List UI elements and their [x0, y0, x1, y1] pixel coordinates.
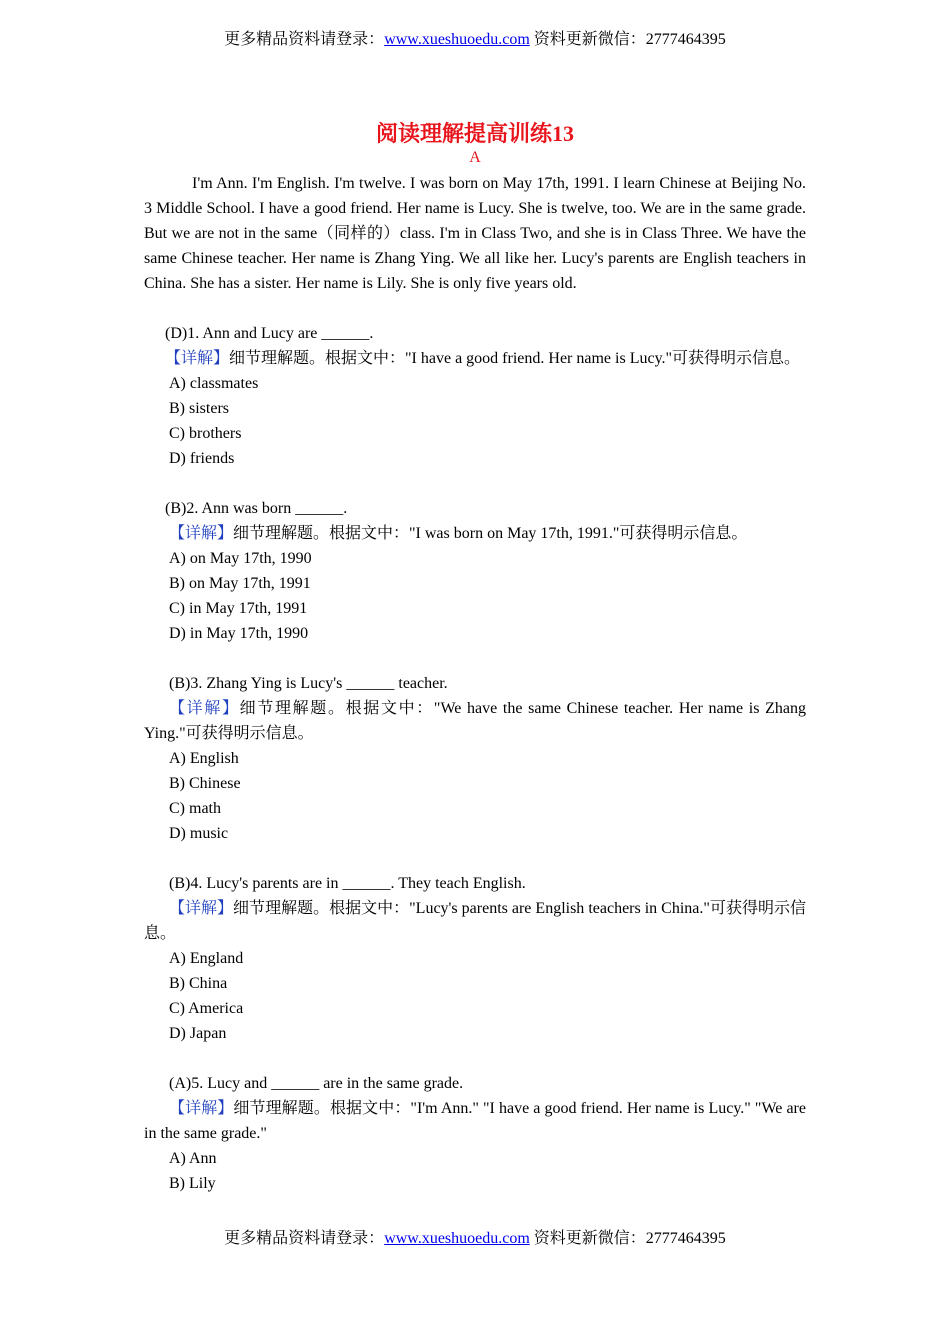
explanation: [144, 521, 806, 546]
page-title: 阅读理解提高训练13: [375, 121, 574, 146]
option: B) China: [169, 975, 228, 992]
option: C) math: [169, 800, 221, 817]
option: D) in May 17th, 1990: [169, 625, 309, 642]
detail-tag: 【详解】: [169, 700, 240, 717]
option: B) Chinese: [169, 775, 241, 792]
reading-passage: I'm Ann. I'm English. I'm twelve. I was born on May 17th, 1991. I learn Chinese at Beijing No. 3 Middle School. I have a good friend. Her name is Lucy. She is twelve, too. We are in the same grade. But we are not in the same（同样的）class. I'm in Class Two, and she is in Class Three. We have the same Chinese teacher. Her name is Zhang Ying. We all like her. Lucy's parents are English teachers in China. She has a sister. Her name is Lily. She is only five years old.: [144, 175, 806, 292]
detail-tag: 【详解】: [165, 350, 230, 367]
question-block: [144, 321, 806, 471]
document-body: [144, 120, 806, 1196]
header-prefix: 更多精品资料请登录：: [224, 31, 385, 48]
explanation: [144, 1096, 806, 1146]
footer-link[interactable]: www.xueshuoedu.com: [384, 1230, 530, 1247]
option: A) English: [169, 750, 239, 767]
option: C) America: [169, 1000, 244, 1017]
option: A) Ann: [169, 1150, 217, 1167]
header-link[interactable]: www.xueshuoedu.com: [384, 31, 530, 48]
explanation-text: 细节理解题。根据文中："We have the same Chinese teacher. Her name is Zhang Ying."可获得明示信息。: [144, 700, 806, 742]
page-footer: [0, 1229, 950, 1249]
footer-prefix: 更多精品资料请登录：: [224, 1230, 385, 1247]
explanation: [144, 696, 806, 746]
question-text: (A)5. Lucy and ______ are in the same grade.: [169, 1075, 464, 1092]
question-block: [144, 1071, 806, 1196]
explanation-text: 细节理解题。根据文中："I have a good friend. Her name is Lucy."可获得明示信息。: [229, 350, 801, 367]
option: A) on May 17th, 1990: [169, 550, 312, 567]
question-block: [144, 871, 806, 1046]
question-text: (B)3. Zhang Ying is Lucy's ______ teacher.: [169, 675, 448, 692]
detail-tag: 【详解】: [169, 525, 234, 542]
question-text: (B)4. Lucy's parents are in ______. They teach English.: [169, 875, 526, 892]
option: D) music: [169, 825, 229, 842]
option: C) in May 17th, 1991: [169, 600, 308, 617]
explanation: [165, 346, 806, 371]
question-text: (B)2. Ann was born ______.: [165, 500, 348, 517]
detail-tag: 【详解】: [169, 1100, 234, 1117]
option: C) brothers: [169, 425, 242, 442]
question-text: (D)1. Ann and Lucy are ______.: [165, 325, 374, 342]
explanation-text: 细节理解题。根据文中："I was born on May 17th, 1991."可获得明示信息。: [233, 525, 748, 542]
option: B) on May 17th, 1991: [169, 575, 311, 592]
explanation-text: 细节理解题。根据文中："Lucy's parents are English teachers in China."可获得明示信息。: [144, 900, 806, 942]
footer-suffix: 资料更新微信：2777464395: [529, 1230, 726, 1247]
option: B) sisters: [169, 400, 229, 417]
option: B) Lily: [169, 1175, 216, 1192]
explanation-text: 细节理解题。根据文中："I'm Ann." "I have a good friend. Her name is Lucy." "We are in the same grade.": [144, 1100, 806, 1142]
option: A) England: [169, 950, 244, 967]
header-suffix: 资料更新微信：2777464395: [529, 31, 726, 48]
question-block: [144, 671, 806, 846]
option: D) friends: [169, 450, 235, 467]
section-label: A: [469, 149, 481, 166]
option: A) classmates: [169, 375, 259, 392]
question-block: [144, 496, 806, 646]
detail-tag: 【详解】: [169, 900, 234, 917]
page-header: [0, 30, 950, 50]
explanation: [144, 896, 806, 946]
option: D) Japan: [169, 1025, 227, 1042]
